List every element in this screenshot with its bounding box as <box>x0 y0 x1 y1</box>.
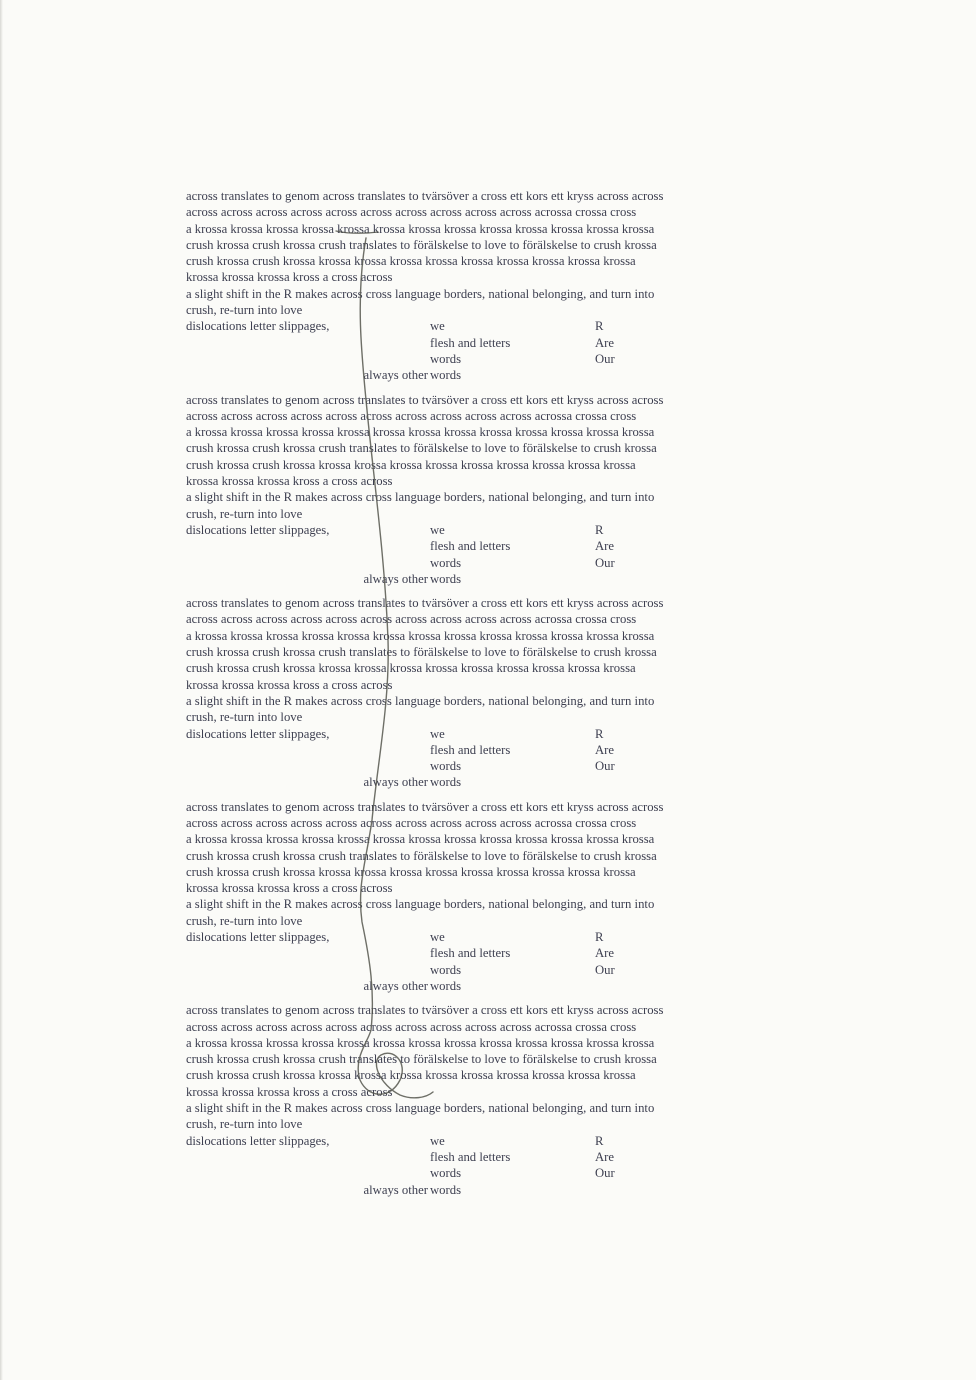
stanza-line: across across across across across across across across across across acrossa crossa cross <box>186 612 637 627</box>
stanza-table-row <box>186 742 786 758</box>
stanza-line: a krossa krossa krossa krossa krossa krossa krossa krossa krossa krossa krossa krossa krossa <box>186 628 655 643</box>
stanza-table-row <box>186 758 786 774</box>
stanza-table-row <box>186 1165 786 1181</box>
stanza-table-row <box>186 318 786 334</box>
table-left-label <box>186 1165 430 1181</box>
table-right-cell: Are <box>595 539 615 554</box>
stanza-table-row <box>186 962 786 978</box>
footer-empty-cell <box>595 1182 786 1198</box>
footer-right-text: words <box>430 1182 462 1197</box>
table-middle-cell: we <box>430 930 445 945</box>
stanza-line: a slight shift in the R makes across cross language borders, national belonging, and turn into <box>186 693 655 708</box>
footer-empty-cell <box>595 571 786 587</box>
footer-left-text: always other <box>363 571 428 586</box>
stanza-line: a slight shift in the R makes across cross language borders, national belonging, and turn into <box>186 897 655 912</box>
stanza <box>186 188 786 384</box>
stanza-line: across translates to genom across translates to tvärsöver a cross ett kors ett kryss across across <box>186 1003 664 1018</box>
stanza-line: krossa krossa krossa kross a cross across <box>186 474 393 489</box>
stanza-line: a krossa krossa krossa krossa krossa krossa krossa krossa krossa krossa krossa krossa krossa <box>186 221 655 236</box>
stanza-line: a slight shift in the R makes across cross language borders, national belonging, and turn into <box>186 490 655 505</box>
table-middle-cell: flesh and letters <box>430 946 511 961</box>
table-right-cell: Our <box>595 555 615 570</box>
stanza <box>186 1002 786 1198</box>
table-middle-cell: flesh and letters <box>430 335 511 350</box>
stanza-line: crush, re-turn into love <box>186 710 303 725</box>
stanza-line: a slight shift in the R makes across cross language borders, national belonging, and turn into <box>186 1101 655 1116</box>
table-left-label <box>186 1149 430 1165</box>
table-middle-cell: words <box>430 555 462 570</box>
footer-left-text: always other <box>363 775 428 790</box>
table-left-label: dislocations letter slippages, <box>186 1133 330 1148</box>
footer-right-text: words <box>430 775 462 790</box>
table-right-cell: Our <box>595 1166 615 1181</box>
table-right-cell: R <box>595 930 604 945</box>
stanza-line: crush, re-turn into love <box>186 303 303 318</box>
stanza-table-row <box>186 929 786 945</box>
stanza-line: crush krossa crush krossa crush translates to förälskelse to love to förälskelse to crush krossa <box>186 848 657 863</box>
stanza-table-row <box>186 555 786 571</box>
stanza-line: crush, re-turn into love <box>186 913 303 928</box>
table-middle-cell: we <box>430 319 445 334</box>
table-middle-cell: flesh and letters <box>430 1149 511 1164</box>
stanza-line: a krossa krossa krossa krossa krossa krossa krossa krossa krossa krossa krossa krossa krossa <box>186 1035 655 1050</box>
stanza-line: crush krossa crush krossa krossa krossa krossa krossa krossa krossa krossa krossa krossa <box>186 254 636 269</box>
table-left-label <box>186 335 430 351</box>
stanza-footer-row <box>186 367 786 383</box>
stanza-table-row <box>186 351 786 367</box>
stanza-table-row <box>186 522 786 538</box>
stanza <box>186 595 786 791</box>
table-right-cell: R <box>595 1133 604 1148</box>
stanza-line: crush krossa crush krossa krossa krossa krossa krossa krossa krossa krossa krossa krossa <box>186 661 636 676</box>
footer-empty-cell <box>595 978 786 994</box>
stanza-footer-row <box>186 571 786 587</box>
table-left-label: dislocations letter slippages, <box>186 930 330 945</box>
table-right-cell: Our <box>595 351 615 366</box>
footer-left-text: always other <box>363 1182 428 1197</box>
table-left-label <box>186 538 430 554</box>
stanza-line: crush krossa crush krossa crush translates to förälskelse to love to förälskelse to crush krossa <box>186 441 657 456</box>
stanza-line: crush krossa crush krossa krossa krossa krossa krossa krossa krossa krossa krossa krossa <box>186 1068 636 1083</box>
stanza-line: a slight shift in the R makes across cross language borders, national belonging, and turn into <box>186 286 655 301</box>
footer-right-text: words <box>430 571 462 586</box>
stanza-line: crush krossa crush krossa krossa krossa krossa krossa krossa krossa krossa krossa krossa <box>186 864 636 879</box>
table-left-label <box>186 351 430 367</box>
stanza-line: a krossa krossa krossa krossa krossa krossa krossa krossa krossa krossa krossa krossa krossa <box>186 425 655 440</box>
table-left-label <box>186 758 430 774</box>
stanza-line: a krossa krossa krossa krossa krossa krossa krossa krossa krossa krossa krossa krossa krossa <box>186 832 655 847</box>
table-left-label: dislocations letter slippages, <box>186 319 330 334</box>
stanza-table-row <box>186 726 786 742</box>
stanza-line: across across across across across across across across across across acrossa crossa cross <box>186 205 637 220</box>
stanza-line: crush, re-turn into love <box>186 1117 303 1132</box>
stanza-table-row <box>186 1149 786 1165</box>
table-middle-cell: words <box>430 962 462 977</box>
stanza-line: krossa krossa krossa kross a cross across <box>186 677 393 692</box>
stanza <box>186 392 786 588</box>
stanza-line: crush, re-turn into love <box>186 506 303 521</box>
stanza-footer-row <box>186 774 786 790</box>
table-right-cell: Are <box>595 946 615 961</box>
footer-empty-cell <box>595 774 786 790</box>
table-middle-cell: words <box>430 351 462 366</box>
stanza-line: krossa krossa krossa kross a cross across <box>186 1084 393 1099</box>
stanza-line: crush krossa crush krossa crush translates to förälskelse to love to förälskelse to crush krossa <box>186 237 657 252</box>
stanza-table-row <box>186 1133 786 1149</box>
table-middle-cell: words <box>430 759 462 774</box>
table-middle-cell: we <box>430 522 445 537</box>
table-left-label <box>186 945 430 961</box>
poem-page <box>186 188 786 1206</box>
table-middle-cell: we <box>430 1133 445 1148</box>
table-left-label <box>186 555 430 571</box>
stanza-line: across translates to genom across translates to tvärsöver a cross ett kors ett kryss across across <box>186 799 664 814</box>
stanza-table-row <box>186 335 786 351</box>
stanza-line: across across across across across across across across across across acrossa crossa cross <box>186 1019 637 1034</box>
table-right-cell: R <box>595 726 604 741</box>
stanza-line: across translates to genom across translates to tvärsöver a cross ett kors ett kryss across across <box>186 392 664 407</box>
footer-left-text: always other <box>363 368 428 383</box>
stanza-line: krossa krossa krossa kross a cross across <box>186 270 393 285</box>
stanza-line: krossa krossa krossa kross a cross across <box>186 881 393 896</box>
stanza-footer-row <box>186 1182 786 1198</box>
stanza-footer-row <box>186 978 786 994</box>
scan-edge <box>0 0 3 1380</box>
table-middle-cell: words <box>430 1166 462 1181</box>
stanza-line: across translates to genom across translates to tvärsöver a cross ett kors ett kryss across across <box>186 189 664 203</box>
table-right-cell: Are <box>595 742 615 757</box>
stanza-line: across translates to genom across translates to tvärsöver a cross ett kors ett kryss across across <box>186 596 664 611</box>
table-left-label <box>186 742 430 758</box>
footer-empty-cell <box>595 367 786 383</box>
stanza-line: across across across across across across across across across across acrossa crossa cross <box>186 408 637 423</box>
table-middle-cell: flesh and letters <box>430 539 511 554</box>
stanza-line: crush krossa crush krossa crush translates to förälskelse to love to förälskelse to crush krossa <box>186 645 657 660</box>
stanza-line: crush krossa crush krossa crush translates to förälskelse to love to förälskelse to crush krossa <box>186 1052 657 1067</box>
stanza-table-row <box>186 538 786 554</box>
table-right-cell: Our <box>595 759 615 774</box>
stanza <box>186 799 786 995</box>
table-middle-cell: flesh and letters <box>430 742 511 757</box>
footer-right-text: words <box>430 368 462 383</box>
table-right-cell: Are <box>595 1149 615 1164</box>
table-left-label <box>186 962 430 978</box>
table-left-label: dislocations letter slippages, <box>186 726 330 741</box>
table-right-cell: R <box>595 522 604 537</box>
table-middle-cell: we <box>430 726 445 741</box>
stanza-line: crush krossa crush krossa krossa krossa krossa krossa krossa krossa krossa krossa krossa <box>186 457 636 472</box>
table-right-cell: Are <box>595 335 615 350</box>
stanza-line: across across across across across across across across across across acrossa crossa cross <box>186 815 637 830</box>
table-right-cell: Our <box>595 962 615 977</box>
table-right-cell: R <box>595 319 604 334</box>
footer-left-text: always other <box>363 978 428 993</box>
footer-right-text: words <box>430 978 462 993</box>
table-left-label: dislocations letter slippages, <box>186 522 330 537</box>
stanza-table-row <box>186 945 786 961</box>
